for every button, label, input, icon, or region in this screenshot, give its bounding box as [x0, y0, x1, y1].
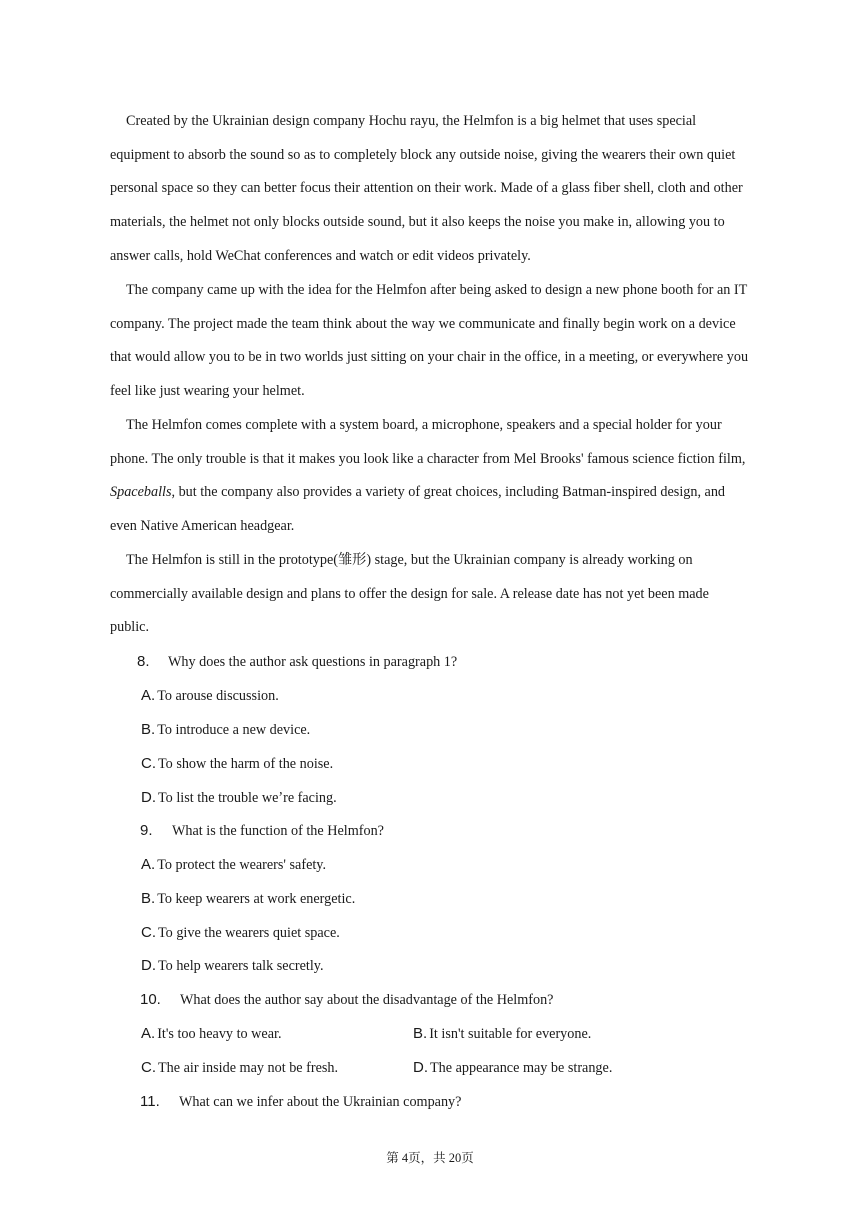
option-text: To help wearers talk secretly. — [158, 958, 324, 974]
paragraph-3-text-end: , but the company also provides a variety of great choices, including Batman-inspired design, and even Native American headgear. — [110, 484, 726, 535]
option-letter: D. — [141, 957, 156, 974]
passage-paragraph-2: The company came up with the idea for the Helmfon after being asked to design a new phone booth for an IT company. The project made the team think about the way we communicate and finally begin work on a device that would allow you to be in two worlds just sitting on your chair in the office, in a meeting, or everywhere you feel like just wearing your helmet. — [110, 282, 749, 400]
option-letter: D. — [141, 789, 156, 806]
question-number: 10. — [140, 991, 161, 1008]
option-10c[interactable] — [141, 1059, 338, 1077]
option-letter: D. — [413, 1059, 428, 1076]
question-number: 11. — [140, 1093, 160, 1110]
option-10b[interactable] — [413, 1025, 591, 1043]
question-number: 9. — [140, 822, 153, 839]
question-10 — [140, 991, 553, 1009]
question-number: 8. — [137, 653, 150, 670]
passage-paragraph-1: Created by the Ukrainian design company Hochu rayu, the Helmfon is a big helmet that uses special equipment to absorb the sound so as to completely block any outside noise, giving the wearers their own quiet personal space so they can better focus their attention on their work. Made of a glass fiber shell, cloth and other materials, the helmet not only blocks outside sound, but it also keeps the noise you make in, allowing you to answer calls, hold WeChat conferences and watch or edit videos privately. — [110, 113, 743, 264]
option-9b[interactable] — [141, 890, 355, 908]
option-8c[interactable] — [141, 755, 333, 773]
passage-paragraph-4: The Helmfon is still in the prototype(雏形) stage, but the Ukrainian company is already working on commercially available design and plans to offer the design for sale. A release date has not yet been made public. — [110, 552, 709, 636]
film-title: Spaceballs — [110, 484, 172, 501]
option-letter: A. — [141, 1025, 156, 1042]
question-text: What does the author say about the disadvantage of the Helmfon? — [180, 992, 554, 1008]
option-10a[interactable] — [141, 1025, 282, 1043]
option-9c[interactable] — [141, 924, 340, 942]
question-text: What can we infer about the Ukrainian company? — [179, 1094, 462, 1110]
option-letter: B. — [141, 890, 156, 907]
option-text: To give the wearers quiet space. — [158, 925, 340, 941]
option-9d[interactable] — [141, 957, 324, 975]
option-text: To list the trouble weʼre facing. — [158, 790, 337, 806]
question-9 — [140, 822, 384, 840]
question-8 — [137, 653, 457, 671]
option-letter: B. — [413, 1025, 428, 1042]
passage-paragraph-3 — [110, 409, 750, 544]
option-letter: C. — [141, 1059, 156, 1076]
option-letter: C. — [141, 755, 156, 772]
option-10d[interactable] — [413, 1059, 612, 1077]
option-letter: A. — [141, 856, 156, 873]
question-11 — [140, 1093, 461, 1111]
option-9a[interactable] — [141, 856, 326, 874]
paragraph-3-text-start: The Helmfon comes complete with a system board, a microphone, speakers and a special holder for your phone. The only trouble is that it makes you look like a character from Mel Brooks' famous science fiction film, — [110, 417, 746, 467]
option-text: To keep wearers at work energetic. — [157, 891, 356, 907]
option-text: To protect the wearers' safety. — [157, 857, 327, 873]
question-text: What is the function of the Helmfon? — [172, 823, 384, 839]
option-text: It isn't suitable for everyone. — [429, 1026, 592, 1042]
question-text: Why does the author ask questions in paragraph 1? — [168, 654, 458, 670]
option-text: To arouse discussion. — [157, 688, 279, 704]
option-letter: B. — [141, 721, 156, 738]
option-text: The air inside may not be fresh. — [158, 1060, 339, 1076]
page-footer: 第 4页，共 20页 — [386, 1151, 474, 1165]
option-8b[interactable] — [141, 721, 310, 739]
option-letter: C. — [141, 924, 156, 941]
option-text: The appearance may be strange. — [430, 1060, 613, 1076]
option-letter: A. — [141, 687, 156, 704]
option-8a[interactable] — [141, 687, 279, 705]
option-text: To show the harm of the noise. — [158, 756, 334, 772]
option-8d[interactable] — [141, 789, 337, 807]
option-text: It's too heavy to wear. — [157, 1026, 282, 1042]
option-text: To introduce a new device. — [157, 722, 311, 738]
